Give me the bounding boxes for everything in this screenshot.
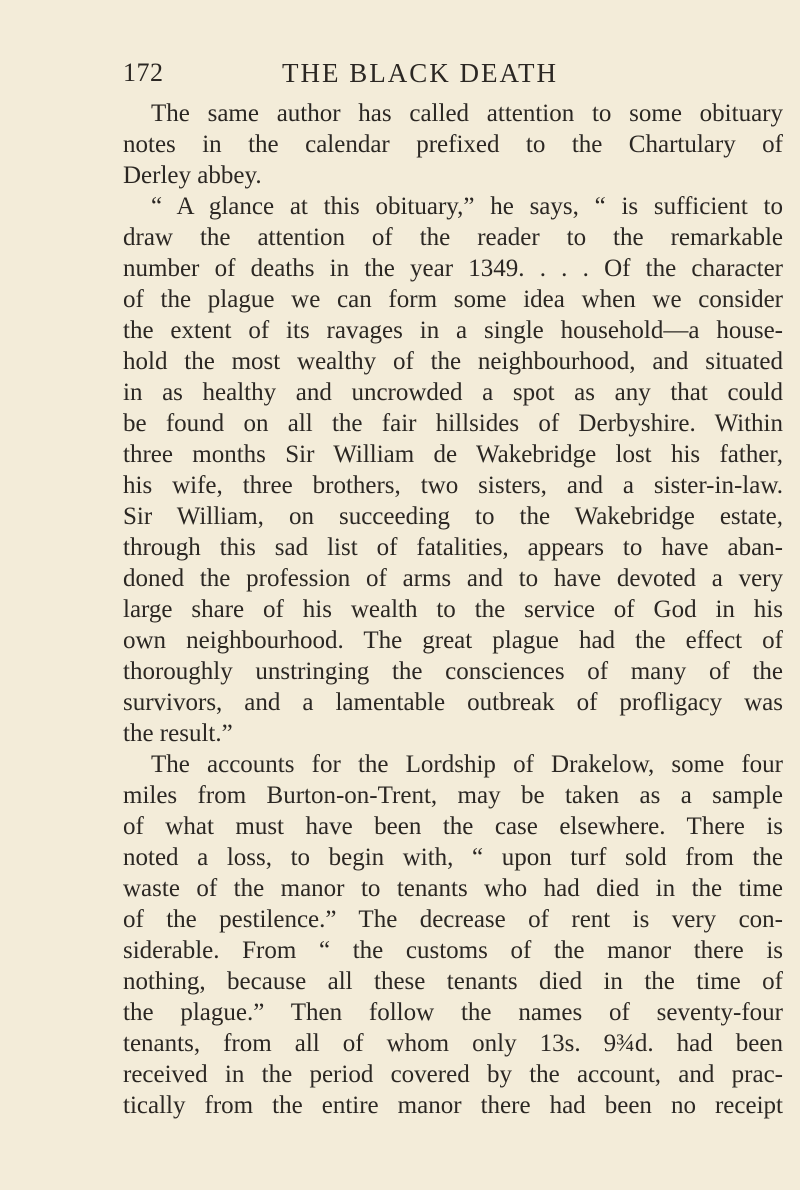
text-line: tically from the entire manor there had been no receipt xyxy=(123,1092,783,1119)
text-line: the plague.” Then follow the names of seventy-four xyxy=(123,999,783,1026)
text-line: the extent of its ravages in a single household—a house- xyxy=(123,317,783,344)
text-line: Derley abbey. xyxy=(123,162,262,189)
text-line: siderable. From “ the customs of the manor there is xyxy=(123,937,783,964)
text-line: “ A glance at this obituary,” he says, “ is sufficient to xyxy=(151,193,783,220)
text-line: through this sad list of fatalities, appears to have aban- xyxy=(123,534,783,561)
text-line: noted a loss, to begin with, “ upon turf sold from the xyxy=(123,844,783,871)
text-line: the result.” xyxy=(123,720,233,747)
text-line: The accounts for the Lordship of Drakelow, some four xyxy=(151,751,783,778)
running-title: THE BLACK DEATH xyxy=(282,58,558,88)
text-line: draw the attention of the reader to the remarkable xyxy=(123,224,783,251)
running-head xyxy=(0,58,800,98)
text-line: notes in the calendar prefixed to the Chartulary of xyxy=(123,131,783,158)
text-line: Sir William, on succeeding to the Wakebridge estate, xyxy=(123,503,783,530)
text-line: miles from Burton-on-Trent, may be taken as a sample xyxy=(123,782,783,809)
text-line: in as healthy and uncrowded a spot as any that could xyxy=(123,379,783,406)
text-line: his wife, three brothers, two sisters, and a sister-in-law. xyxy=(123,472,783,499)
text-line: received in the period covered by the account, and prac- xyxy=(123,1061,783,1088)
text-line: tenants, from all of whom only 13s. 9¾d. had been xyxy=(123,1030,783,1057)
text-line: own neighbourhood. The great plague had the effect of xyxy=(123,627,783,654)
text-line: nothing, because all these tenants died in the time of xyxy=(123,968,783,995)
text-line: number of deaths in the year 1349. . . . Of the character xyxy=(123,255,783,282)
text-line: be found on all the fair hillsides of Derbyshire. Within xyxy=(123,410,783,437)
text-line: of the plague we can form some idea when we consider xyxy=(123,286,783,313)
text-line: of the pestilence.” The decrease of rent is very con- xyxy=(123,906,783,933)
text-line: three months Sir William de Wakebridge lost his father, xyxy=(123,441,783,468)
text-line: survivors, and a lamentable outbreak of profligacy was xyxy=(123,689,783,716)
text-line: doned the profession of arms and to have devoted a very xyxy=(123,565,783,592)
text-line: hold the most wealthy of the neighbourhood, and situated xyxy=(123,348,783,375)
text-line: waste of the manor to tenants who had died in the time xyxy=(123,875,783,902)
page-number: 172 xyxy=(123,58,164,87)
text-line: of what must have been the case elsewhere. There is xyxy=(123,813,783,840)
body-text xyxy=(123,98,783,1121)
text-line: large share of his wealth to the service of God in his xyxy=(123,596,783,623)
text-line: thoroughly unstringing the consciences of many of the xyxy=(123,658,783,685)
text-line: The same author has called attention to some obituary xyxy=(151,100,783,127)
